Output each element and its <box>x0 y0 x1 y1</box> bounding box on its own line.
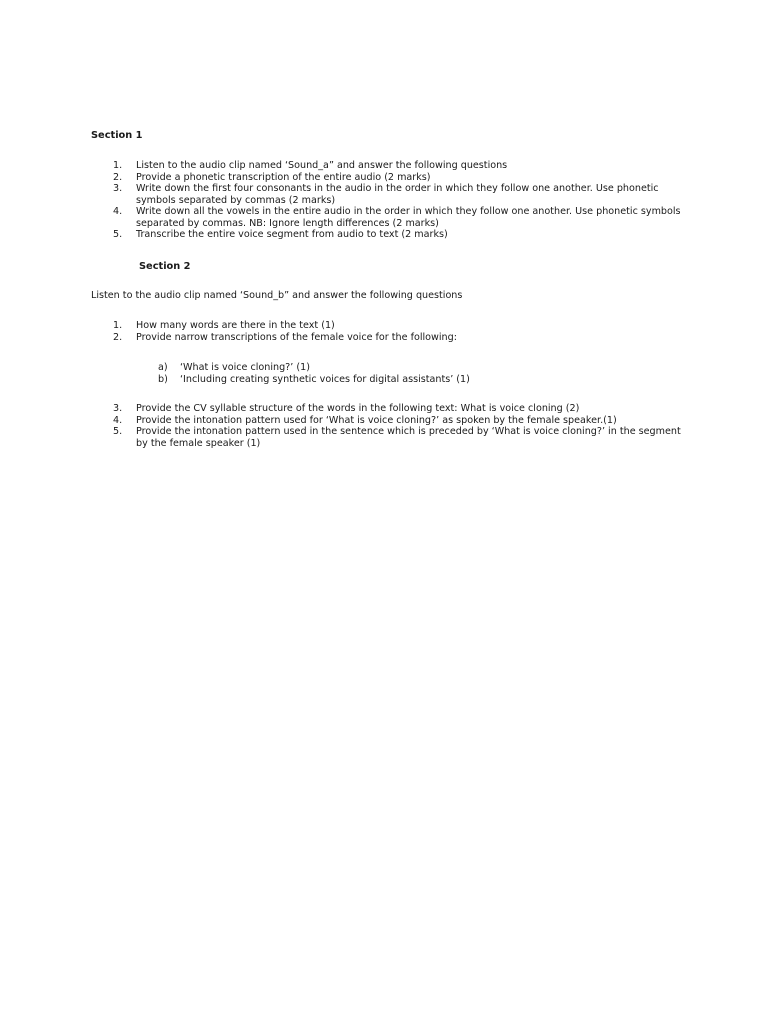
section1-question-list <box>91 160 681 241</box>
sub-list-item-letter: a) <box>158 362 168 373</box>
list-item <box>91 415 681 427</box>
list-item <box>91 320 681 332</box>
section2-heading: Section 2 <box>139 261 191 272</box>
sub-list-item-text: ‘What is voice cloning?’ (1) <box>180 362 310 373</box>
list-item-text: Provide narrow transcriptions of the female voice for the following: <box>136 331 457 343</box>
list-item <box>91 426 681 449</box>
list-item-number: 3. <box>113 183 123 194</box>
list-item-text: Provide a phonetic transcription of the entire audio (2 marks) <box>136 171 431 183</box>
list-item-text: Transcribe the entire voice segment from audio to text (2 marks) <box>136 229 448 240</box>
list-item-text: How many words are there in the text (1) <box>136 320 335 331</box>
list-item-number: 3. <box>113 403 123 414</box>
list-item-text: Write down the first four consonants in the audio in the order in which they follow one another. Use phonetic symbols separated by commas (2 marks) <box>136 183 659 206</box>
sub-list-item <box>158 362 470 374</box>
list-item <box>91 206 681 229</box>
list-item-number: 5. <box>113 426 123 437</box>
list-item <box>91 403 681 415</box>
list-item-text: Provide the intonation pattern used for ‘What is voice cloning?’ as spoken by the female speaker.(1) <box>136 414 617 426</box>
list-item-number: 2. <box>113 331 123 343</box>
list-item-text: Write down all the vowels in the entire audio in the order in which they follow one another. Use phonetic symbols separated by commas. NB: Ignore length differences (2 marks) <box>136 206 681 229</box>
list-item-text: Listen to the audio clip named ‘Sound_a” and answer the following questions <box>136 160 508 171</box>
sub-list-item <box>158 374 470 386</box>
section2-question-list-a <box>91 320 681 343</box>
list-item <box>91 229 681 241</box>
list-item <box>91 160 681 172</box>
list-item-text: Provide the intonation pattern used in the sentence which is preceded by ‘What is voice cloning?’ in the segment by the female speaker (1) <box>136 426 681 449</box>
list-item-number: 2. <box>113 171 123 183</box>
section2-question-list-b <box>91 403 681 449</box>
list-item <box>91 332 681 344</box>
list-item <box>91 172 681 184</box>
list-item-number: 1. <box>113 320 123 331</box>
list-item-text: Provide the CV syllable structure of the words in the following text: What is voice cloning (2) <box>136 403 580 414</box>
sub-list-item-text: ‘Including creating synthetic voices for digital assistants’ (1) <box>180 373 470 385</box>
sub-list-item-letter: b) <box>158 373 168 385</box>
list-item <box>91 183 681 206</box>
list-item-number: 1. <box>113 160 123 171</box>
list-item-number: 5. <box>113 229 123 240</box>
list-item-number: 4. <box>113 414 123 426</box>
section1-heading: Section 1 <box>91 130 143 141</box>
section2-intro: Listen to the audio clip named ‘Sound_b” and answer the following questions <box>91 290 463 301</box>
section2-sub-list <box>158 362 470 385</box>
list-item-number: 4. <box>113 206 123 217</box>
